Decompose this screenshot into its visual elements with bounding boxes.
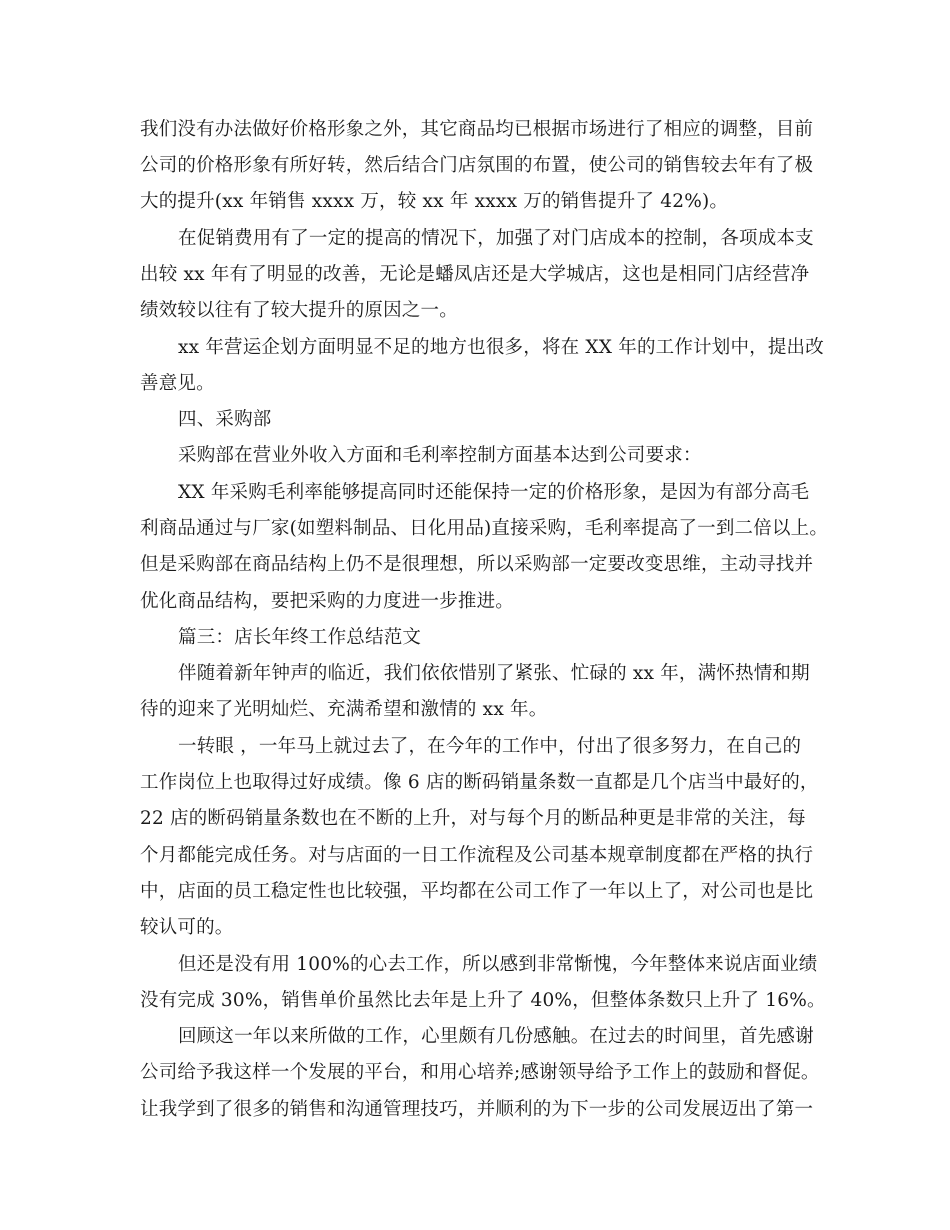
section-heading: 四、采购部: [178, 409, 272, 430]
text-line: 让我学到了很多的销售和沟通管理技巧，并顺利的为下一步的公司发展迈出了第一: [140, 1099, 814, 1120]
text-line: xx 年营运企划方面明显不足的地方也很多，将在 XX 年的工作计划中，提出改: [178, 337, 824, 358]
text-line: 但还是没有用 100%的心去工作，所以感到非常惭愧，今年整体来说店面业绩: [178, 954, 818, 975]
text-line: 在促销费用有了一定的提高的情况下，加强了对门店成本的控制，各项成本支: [178, 228, 814, 249]
text-line: 一转眼 ，一年马上就过去了，在今年的工作中，付出了很多努力，在自己的: [178, 736, 802, 757]
text-line: 公司的价格形象有所好转，然后结合门店氛围的布置，使公司的销售较去年有了极: [140, 155, 814, 176]
text-line: 利商品通过与厂家(如塑料制品、日化用品)直接采购，毛利率提高了一到二倍以上。: [140, 518, 829, 539]
section-heading: 篇三：店长年终工作总结范文: [178, 627, 422, 648]
text-line: 大的提升(xx 年销售 xxxx 万，较 xx 年 xxxx 万的销售提升了 42%)。: [140, 191, 729, 212]
text-line: 采购部在营业外收入方面和毛利率控制方面基本达到公司要求：: [178, 445, 702, 466]
text-line: 优化商品结构，要把采购的力度进一步推进。: [140, 591, 515, 612]
text-line: 伴随着新年钟声的临近，我们依依惜别了紧张、忙碌的 xx 年，满怀热情和期: [178, 663, 810, 684]
text-line: 善意见。: [140, 373, 215, 394]
text-line: 工作岗位上也取得过好成绩。像 6 店的断码销量条数一直都是几个店当中最好的，: [140, 772, 819, 793]
text-line: 个月都能完成任务。对与店面的一日工作流程及公司基本规章制度都在严格的执行: [140, 845, 814, 866]
text-line: 待的迎来了光明灿烂、充满希望和激情的 xx 年。: [140, 699, 548, 720]
text-line: 回顾这一年以来所做的工作，心里颇有几份感触。在过去的时间里，首先感谢: [178, 1026, 814, 1047]
text-line: 出较 xx 年有了明显的改善，无论是蟠凤店还是大学城店，这也是相同门店经营净: [140, 264, 810, 285]
text-line: 没有完成 30%，销售单价虽然比去年是上升了 40%，但整体条数只上升了 16%。: [140, 990, 826, 1011]
text-line: 绩效较以往有了较大提升的原因之一。: [140, 300, 458, 321]
text-line: XX 年采购毛利率能够提高同时还能保持一定的价格形象，是因为有部分高毛: [178, 482, 810, 503]
text-line: 公司给予我这样一个发展的平台，和用心培养;感谢领导给予工作上的鼓励和督促。: [140, 1062, 820, 1083]
text-line: 中，店面的员工稳定性也比较强，平均都在公司工作了一年以上了，对公司也是比: [140, 881, 814, 902]
text-line: 较认可的。: [140, 917, 234, 938]
text-line: 我们没有办法做好价格形象之外，其它商品均已根据市场进行了相应的调整，目前: [140, 119, 814, 140]
text-line: 22 店的断码销量条数也在不断的上升，对与每个月的断品种更是非常的关注，每: [140, 808, 806, 829]
text-line: 但是采购部在商品结构上仍不是很理想，所以采购部一定要改变思维，主动寻找并: [140, 554, 814, 575]
